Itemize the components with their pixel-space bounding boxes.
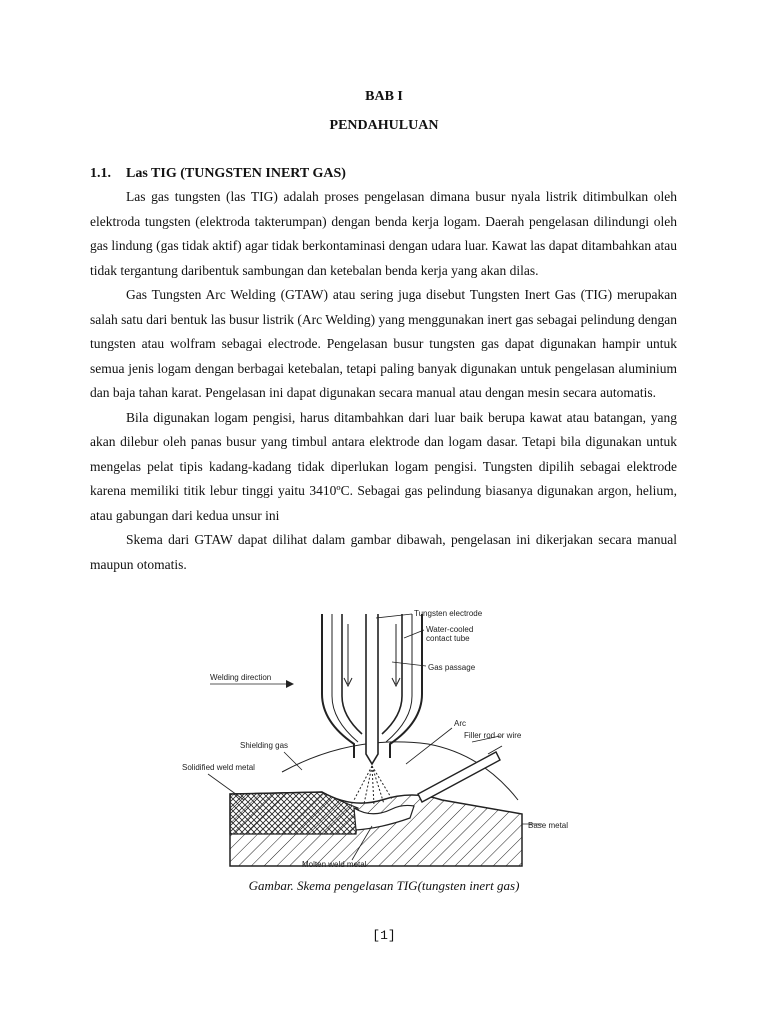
section-number: 1.1.: [90, 166, 111, 181]
label-gas-passage: Gas passage: [428, 663, 476, 672]
shielding-gas-outline: [282, 742, 518, 800]
chapter-title: PENDAHULUAN: [329, 118, 439, 133]
label-molten-weld-metal: Molten weld metal: [302, 860, 367, 869]
body-text: [90, 185, 677, 577]
label-base-metal: Base metal: [528, 821, 569, 830]
label-contact-tube: contact tube: [426, 634, 470, 643]
section-title: Las TIG (TUNGSTEN INERT GAS): [126, 166, 346, 181]
paragraph: Las gas tungsten (las TIG) adalah proses pengelasan dimana busur nyala listrik ditimbulkan oleh elektroda tungsten (elektroda takterumpan) dengan benda kerja logam. Daerah pengelasan dilindungi oleh gas lindung (gas tidak aktif) agar tidak berkontaminasi dengan udara luar. Kawat las dapat ditambahkan atau tidak tergantung daribentuk sambungan dan ketebalan benda kerja yang akan dilas.: [90, 189, 677, 278]
page-number: [1]: [372, 928, 396, 943]
label-solidified-weld-metal: Solidified weld metal: [182, 763, 255, 772]
filler-rod-shape: [418, 752, 500, 802]
paragraph: Bila digunakan logam pengisi, harus ditambahkan dari luar baik berupa kawat atau batangan, yang akan dilebur oleh panas busur yang timbul antara elektrode dan logam dasar. Tetapi bila digunakan untuk mengelas pelat tipis kadang-kadang tidak diperlukan logam pengisi. Tungsten dipilih sebagai elektrode karena memiliki titik lebur tinggi yaitu 3410ºC. Sebagai gas pelindung biasanya digunakan argon, helium, atau gabungan dari kedua unsur ini: [90, 409, 677, 523]
tig-welding-diagram: [182, 604, 586, 870]
label-welding-direction: Welding direction: [210, 673, 272, 682]
paragraph: Skema dari GTAW dapat dilihat dalam gambar dibawah, pengelasan ini dikerjakan secara manual maupun otomatis.: [90, 532, 677, 572]
paragraph: Gas Tungsten Arc Welding (GTAW) atau sering juga disebut Tungsten Inert Gas (TIG) merupakan salah satu dari bentuk las busur listrik (Arc Welding) yang menggunakan inert gas sebagai pelindung dengan tungsten atau wolfram sebagai electrode. Pengelasan busur tungsten gas dapat digunakan hampir untuk semua jenis logam dengan berbagai ketebalan, tetapi paling banyak digunakan untuk pengelasan aluminium dan baja tahan karat. Pengelasan ini dapat digunakan secara manual atau dengan mesin secara automatis.: [90, 287, 677, 400]
solidified-weld-shape: [230, 792, 358, 834]
label-water-cooled: Water-cooled: [426, 625, 474, 634]
section-heading: [90, 166, 346, 182]
label-arc: Arc: [454, 719, 466, 728]
tig-diagram-svg: [182, 604, 586, 870]
label-tungsten-electrode: Tungsten electrode: [414, 609, 483, 618]
label-shielding-gas: Shielding gas: [240, 741, 289, 750]
label-filler-rod: Filler rod or wire: [464, 731, 522, 740]
chapter-number: BAB I: [365, 89, 403, 104]
tungsten-electrode-shape: [366, 614, 378, 764]
figure-caption: Gambar. Skema pengelasan TIG(tungsten inert gas): [248, 878, 520, 893]
